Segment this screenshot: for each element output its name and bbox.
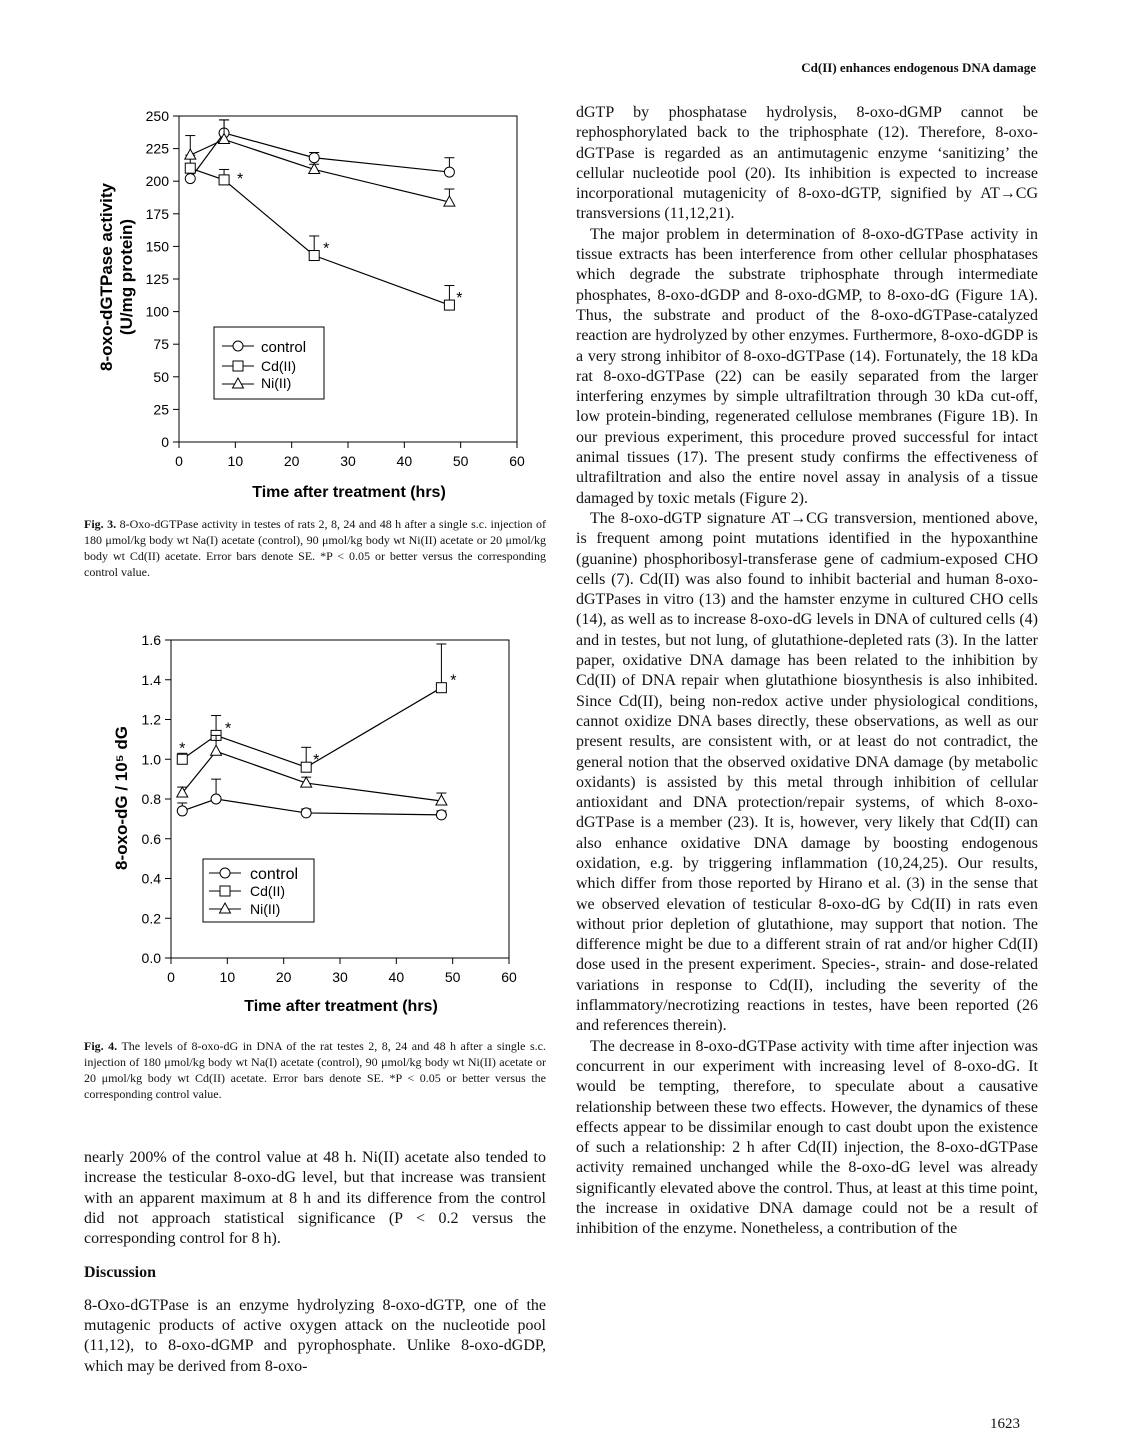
figure-4-chart [84, 626, 546, 1028]
fig4-point-control [301, 808, 311, 818]
fig3-x-tick-label: 30 [340, 453, 356, 469]
fig3-point-control [444, 167, 454, 177]
fig4-significance-asterisk: * [313, 752, 320, 770]
fig4-legend [203, 859, 314, 922]
fig4-y-tick-label: 1.0 [141, 751, 161, 768]
fig3-significance-asterisk: * [323, 240, 330, 258]
fig3-legend-cd: Cd(II) [261, 358, 296, 374]
fig3-x-tick-label: 40 [396, 453, 413, 469]
fig3-x-tick-label: 20 [283, 453, 300, 469]
fig3-y-axis-label-line1: 8-oxo-dGTPase activity [97, 182, 116, 372]
discussion-heading: Discussion [84, 1264, 157, 1282]
fig4-point-control [211, 794, 221, 804]
fig3-series-line-Ni(II) [190, 139, 449, 202]
fig3-y-tick-label: 75 [153, 336, 169, 353]
fig3-x-tick-label: 50 [452, 453, 469, 469]
right-paragraph-1: dGTP by phosphatase hydrolysis, 8-oxo-dGMP cannot be rephosphorylated back to the triphosphate (12). Therefore, 8-oxo-dGTPase is regarded as an antimutagenic enzyme ‘sanitizing’ the cellular nucleotide pool (20). Its inhibition is expected to increase incorporational mutagenicity of 8-oxo-dGTP, signified by AT→CG transversions (11,12,21). [576, 104, 1038, 223]
fig4-x-tick-label: 10 [219, 969, 236, 985]
fig4-x-tick-label: 40 [388, 969, 405, 985]
fig3-y-tick-label: 125 [145, 271, 169, 287]
fig4-y-tick-label: 0.0 [141, 950, 161, 966]
fig4-caption-text: The levels of 8-oxo-dG in DNA of the rat testes 2, 8, 24 and 48 h after a single s.c. injection of 180 μmol/kg body wt Na(I) acetate (control), 90 μmol/kg body wt Ni(II) acetate or 20 μmol/kg body wt Cd(II) acetate. Error bars denote SE. *P < 0.05 or better versus the corresponding control value. [84, 1039, 546, 1101]
fig4-y-tick-label: 1.4 [141, 671, 161, 688]
fig3-x-tick-label: 60 [509, 453, 525, 469]
fig3-point-cd [309, 251, 319, 261]
fig3-point-ni [185, 149, 196, 159]
fig3-series-line-control [190, 133, 449, 179]
fig3-legend-control: control [261, 339, 307, 356]
fig3-point-cd [219, 175, 229, 185]
fig3-y-tick-label: 175 [145, 205, 169, 222]
fig4-x-tick-label: 20 [275, 969, 292, 985]
fig4-caption-label: Fig. 4. [84, 1039, 118, 1053]
fig4-series-line-control [182, 799, 441, 815]
fig3-caption-text: 8-Oxo-dGTPase activity in testes of rats 2, 8, 24 and 48 h after a single s.c. injection of 180 μmol/kg body wt Na(I) acetate (control), 90 μmol/kg body wt Ni(II) acetate or 20 μmol/kg body wt Cd(II) acetate. Error bars denote SE. *P < 0.05 or better versus the corresponding control value. [84, 517, 547, 579]
fig4-y-axis-label: 8-oxo-dG / 10⁵ dG [112, 725, 131, 871]
fig4-significance-asterisk: * [179, 740, 186, 758]
fig4-y-tick-label: 0.2 [141, 910, 161, 927]
fig3-significance-asterisk: * [236, 170, 244, 188]
page-number: 1623 [990, 1416, 1020, 1432]
fig3-x-axis-label: Time after treatment (hrs) [252, 484, 446, 501]
right-paragraph-3: The 8-oxo-dGTP signature AT→CG transversion, mentioned above, is frequent among point mutations identified in the hypoxanthine (guanine) phosphoribosyl-transferase gene of cadmium-exposed CHO cells (7). Cd(II) was also found to inhibit bacterial and human 8-oxo-dGTPases in vitro (13) and the hamster enzyme in cultured CHO cells (14), as well as to increase 8-oxo-dG levels in DNA of cultured cells (4) and in testes, but not lung, of glutathione-depleted rats (3). In the latter paper, oxidative DNA damage has been related to the inhibition by Cd(II) of DNA repair when glutathione biosynthesis is also inhibited. Since Cd(II), being non-redox active under physiological conditions, cannot oxidize DNA bases directly, these observations, as well as our present results, are consistent with, or at least do not contradict, the general notion that the observed oxidative DNA damage (by metabolic oxidants) is assisted by this metal through inhibition of cellular antioxidant and DNA protection/repair systems, of which 8-oxo-dGTPase is a member (23). It is, however, very likely that Cd(II) can also enhance oxidative DNA damage by boosting endogenous oxidation, e.g. by triggering inflammation (10,24,25). Our results, which differ from those reported by Hirano et al. (3) in the sense that we observed elevation of testicular 8-oxo-dG by Cd(II) in rats even without prior depletion of glutathione, may support that notion. The difference might be due to a different strain of rat and/or higher Cd(II) dose used in the present experiment. Species-, strain- and dose-related variations in response to Cd(II), including the severity of the inflammatory/necrotizing reactions in testes, have been reported (26 and references therein). [576, 509, 1038, 1035]
left-paragraph-1: nearly 200% of the control value at 48 h. Ni(II) acetate also tended to increase the testicular 8-oxo-dG level, but that increase was transient with an apparent maximum at 8 h and its difference from the control did not approach statistical significance (P < 0.2 versus the corresponding control for 8 h). [84, 1149, 546, 1248]
fig3-series-line-Cd(II) [190, 168, 449, 305]
fig3-point-control [185, 174, 195, 184]
right-paragraph-2: The major problem in determination of 8-oxo-dGTPase activity in tissue extracts has been interference from other cellular phosphatases which degrade the substrate triphosphate through intermediate phosphates, 8-oxo-dGDP and 8-oxo-dGMP, to 8-oxo-dG (Figure 1A). Thus, the substrate and product of the 8-oxo-dGTPase-catalyzed reaction are hydrolyzed by other enzymes. Furthermore, 8-oxo-dGDP is a very strong inhibitor of 8-oxo-dGTPase (14). Fortunately, the 18 kDa rat 8-oxo-dGTPase (22) can be easily separated from the larger interfering enzymes by simple ultrafiltration through 30 kDa cut-off, low protein-binding, regenerated cellulose membranes (Figure 1B). In our previous experiment, this procedure proved successful for intact animal tissues (17). The present study confirms the effectiveness of ultrafiltration and also the entire novel assay in analysis of a tissue damaged by toxic metals (Figure 2). [576, 225, 1038, 507]
fig4-point-cd [301, 762, 311, 772]
fig4-point-cd [436, 683, 446, 693]
fig4-legend-control: control [250, 866, 299, 883]
fig3-y-tick-label: 50 [153, 368, 169, 385]
fig3-legend [214, 327, 324, 399]
fig4-significance-asterisk: * [450, 672, 457, 690]
fig3-legend-ni: Ni(II) [261, 375, 292, 391]
fig3-y-axis-label-line2: (U/mg protein) [117, 218, 136, 336]
left-paragraph-2: 8-Oxo-dGTPase is an enzyme hydrolyzing 8-oxo-dGTP, one of the mutagenic products of active oxygen attack on the nucleotide pool (11,12), to 8-oxo-dGMP and pyrophosphate. Unlike 8-oxo-dGDP, which may be derived from 8-oxo- [84, 1296, 546, 1375]
fig3-significance-asterisk: * [456, 290, 463, 308]
left-column-text [84, 1148, 546, 1377]
running-head: Cd(II) enhances endogenous DNA damage [801, 60, 1036, 75]
fig3-y-tick-label: 150 [145, 238, 169, 255]
fig3-plot-area [146, 108, 525, 469]
fig3-x-tick-label: 10 [227, 453, 244, 469]
fig4-point-control [177, 806, 187, 816]
fig3-y-tick-label: 200 [145, 173, 169, 190]
fig4-y-tick-label: 0.6 [141, 830, 161, 847]
fig4-y-tick-label: 0.4 [141, 870, 161, 887]
fig3-caption-label: Fig. 3. [84, 517, 117, 531]
fig3-point-cd [444, 300, 454, 310]
fig3-point-cd [185, 163, 195, 173]
figure-3-chart [84, 96, 546, 506]
fig4-x-tick-label: 50 [444, 969, 461, 985]
right-paragraph-4: The decrease in 8-oxo-dGTPase activity with time after injection was concurrent in our experiment with increasing level of 8-oxo-dG. It would be tempting, therefore, to speculate about a causative relationship between these two effects. However, the dynamics of these effects appear to be dissimilar enough to cast doubt upon the existence of such a relationship: 2 h after Cd(II) injection, the 8-oxo-dGTPase activity remained unchanged while the 8-oxo-dG level was already significantly elevated above the control. Thus, at least at this time point, the increase in oxidative DNA damage could not be a result of inhibition of the enzyme. Nonetheless, a contribution of the [576, 1037, 1038, 1238]
right-column-text [576, 103, 1038, 1240]
fig3-y-tick-label: 25 [153, 401, 169, 418]
fig3-y-tick-label: 0 [161, 434, 169, 450]
fig4-y-tick-label: 1.6 [141, 632, 161, 648]
fig3-caption [84, 516, 546, 580]
fig4-series-line-Ni(II) [182, 751, 441, 801]
fig4-x-tick-label: 0 [167, 969, 175, 985]
fig3-y-tick-label: 100 [145, 303, 169, 320]
fig4-y-tick-label: 1.2 [141, 711, 161, 728]
fig4-y-tick-label: 0.8 [141, 791, 161, 807]
fig4-x-axis-label: Time after treatment (hrs) [244, 998, 438, 1015]
fig4-point-ni [211, 745, 222, 755]
fig3-point-control [309, 153, 319, 163]
fig4-significance-asterisk: * [224, 720, 232, 738]
fig4-legend-cd: Cd(II) [250, 883, 285, 899]
fig3-y-tick-label: 225 [145, 140, 169, 157]
fig4-plot-area [142, 632, 517, 985]
fig4-x-tick-label: 60 [501, 969, 517, 985]
fig4-x-tick-label: 30 [332, 969, 348, 985]
fig4-caption [84, 1038, 546, 1102]
fig3-x-tick-label: 0 [175, 453, 183, 469]
fig4-legend-ni: Ni(II) [250, 901, 281, 917]
fig3-y-tick-label: 250 [145, 108, 169, 124]
fig4-point-control [436, 810, 446, 820]
